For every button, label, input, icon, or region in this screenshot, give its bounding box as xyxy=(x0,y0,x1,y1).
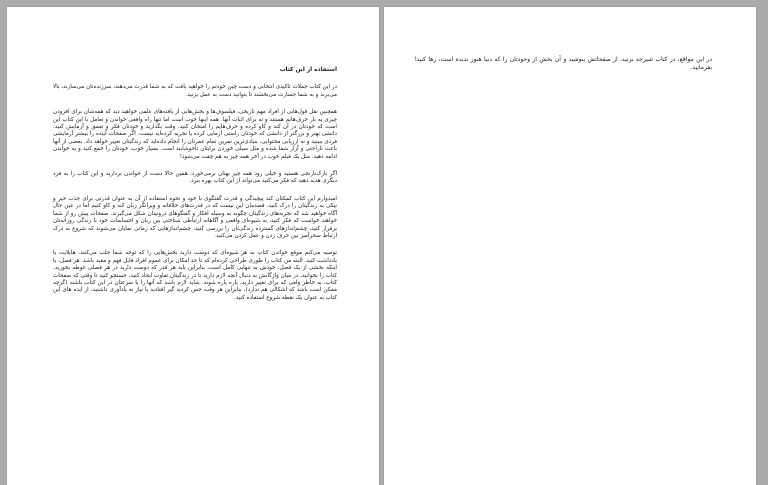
section-heading: استفاده از این کتاب xyxy=(279,67,337,73)
page-text-block xyxy=(414,56,712,82)
paragraph: امیدوارم این کتاب کمکتان کند پیچیدگی و قدرت گفتگوی با خود و نحوه استفاده از آن به عنوان قدرتی برای جذب خیر و نیکی به زندگیتان را درک کنید. قصدمان این نیست که در قدرت‌های خلاقانه و ویرانگر زبان کند و کاو کنیم اما در عین حال آگاه خواهید شد که تجربه‌های زندگیتان چگونه به وسیله افکار و گفتگوهای درونیتان شکل می‌گیرند. صفحات پیش رو از شما خواهند خواست که فکر کنید، به شیوه‌ای واقعی و آگاهانه ارتباطی شناختی بین زبان و احساسات خود با زندگی روزانه‌تان برقرار کنید، چشم‌اندازهای گسترده زندگی‌تان را بررسی کنید، چشم‌اندازهایی که زمانی نمایان می‌شوند که شروع به درک ارتباط سحرآمیز بین حرف زدن و عمل کردن می‌کنید. xyxy=(53,195,337,239)
paragraph: همچنین نقل قول‌هایی از افراد مهم تاریخی، فیلسوف‌ها و بخش‌هایی از یافته‌های علمی خواهید دید که همه‌شان برای افزودن چیزی به بار حرف‌هایم هستند و نه برای اثبات آنها. همه اینها خوب است اما تنها راه واقعی خواندن و تعامل با این کتاب این است که خودتان در آن کند و کاو کرده و حرف‌هایم را امتحان کنید. وقت بگذارید و خودتان فکر و تعمق و آزمایش کنید. دانشی بهتر و بزرگتر از دانشی که خودتان راستی آزمایی کرده یا تجربه کرده‌اید نیست. اگر صفحات آینده را بیشتر آزمایشی فردی ببینید و نه ارزیابی محتوایی، بنیادی‌ترین تمرین تمام عمرتان را انجام داده‌اید که زندگیتان تغییر خواهد داد. بعضی از آنها باعث ناراحتی و آزار شما شده و مثل سیلی خوردن برایتان ناخوشایند است. بسیار خوب، خودتان را جمع کنید و به خواندن ادامه دهید. مثل یک فیلم خوب در آخر همه چیز به هم چفت می‌شود! xyxy=(53,109,337,160)
document-page-left xyxy=(7,7,379,485)
page-text-block xyxy=(53,67,337,312)
paragraph: در این کتاب جملات تاکیدی انتخابی و دست چین خودتم را خواهید یافت که به شما قدرت می‌دهند، سرزنده‌تان می‌سازند، بالا می‌برند و به شما جسارت می‌بخشند تا بتوانید دست به عمل بزنید. xyxy=(53,84,337,98)
paragraph: توصیه می‌کنم موقع خواندن کتاب به هر شیوه‌ای که دوست دارید بخش‌هایی را که توجه شما جلب می‌کنند، هایلایت یا یادداشت کنید. البته من کتاب را طوری طراحی کرده‌ام که تا حد امکان برای عموم افراد قابل فهم و مفید باشد. هر فصل، یا اینکه بخشی از یک فصل، خودش به تنهایی کامل است، بنابراین باید هر قدر که دوست دارید در هر فصلی غوطه بخورید. کتاب را بخوانید، در میان واژگانش به دنبال آنچه لازم دارید تا در زندگیتان تفاوت ایجاد کنید، جستجو کنید تا وقتی که صفحات کتاب، به خاطر ولعی که برای تغییر دارید، پاره پاره شوند. شاید لازم باشد که آنها را با سرعتان در این کتاب باشند (گرچه ممکن است باشد که اشکالی هم ندارد)، بنابراین هر وقت حس کردید گیر افتادید یا نیاز به یادآوری داشتید، از ایده های این کتاب به عنوان یک نقطه شروع استفاده کنید. xyxy=(53,250,337,301)
document-page-right xyxy=(384,7,756,485)
paragraph: در این مواقع، در کتاب شیرجه بزنید، از صفحاتش بنوشید و آن بخش از وجودتان را که دنیا هنوز ندیده است، رها کنید! بفرمایید. xyxy=(414,56,712,71)
paragraph: اگر نازک‌نارنجی هستید و خیلی زود همه چیز بهتان برمی‌خورد، همین حالا دست از خواندن بردارید و این کتاب را به فرد دیگری هدیه دهید که فکر می‌کنید می‌تواند از این کتاب بهره ببرد. xyxy=(53,171,337,185)
